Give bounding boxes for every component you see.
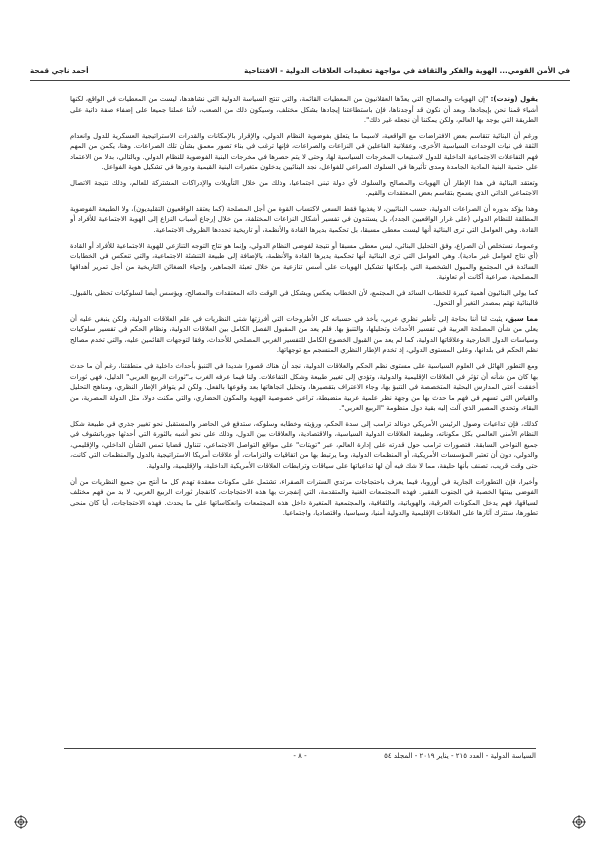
registration-mark-icon	[14, 815, 28, 829]
header-title: في الأمن القومي... الهوية والفكر والثقافة في مواجهة تعقيدات العلاقات الدولية - الافتتاحية	[244, 66, 570, 75]
paragraph	[70, 94, 538, 126]
paragraph-text: يثبت لنا أننا بحاجة إلى تأطير نظري عربي، يأخذ في حسبانه كل الأطروحات التي أفرزتها شتى النظريات في علم العلاقات الدولية، ولكن ينبغي عليه أن يعلي من شأن المصلحة العربية في تفسير الأحداث وتحليلها، والتنبؤ بها. فلم يعد من المقبول الفصل الكامل بين العلاقات الدولية، ونظام الحكم في تفسير سلوكيات وسياسات الدول الخارجية وعلاقاتها الدولية، كما لم يعد من القبول الخضوع الكامل للتفسير الغربي المصلحي للأحداث، وفقا لتوجهات القائمين عليه، والتي تخدم مصالح نظم الحكم في بلدانها، وعلى المستوى الدولي، إذ تخدم الإطار النظري المنسجم مع توجهاتها.	[70, 314, 538, 355]
paragraph-text: كما يولي البنائيون أهمية كبيرة للخطاب السائد في المجتمع، لأن الخطاب يعكس ويشكل في الوقت ذاته المعتقدات والمصالح، ويؤسس أيضا لسلوكيات تحظى بالقبول. فالبنائية تهتم بمصدر التغير أو التحول.	[70, 288, 538, 308]
paragraph	[70, 288, 538, 309]
paragraph	[70, 314, 538, 356]
paragraph	[70, 241, 538, 283]
paragraph-text: وهذا يؤكد بدوره أن الصراعات الدولية، حسب البنائيين، لا يغذيها فقط السعي لاكتساب القوة من أجل المصلحة (كما يعتقد الواقعيون التقليديون)، ولا الطبيعة الفوضوية المطلقة للنظام الدولي (على غرار الواقعيين الجدد)، بل يستندون في تفسير أشكال النزاعات المختلفة، من خلال إرجاع أسباب النزاع إلى الهوية الاجتماعية للأفراد أو القادة. وهي العوامل التي ترى البنائية أنها ليست معطى مسبقا، بل تحكمية بديرها القادة والأنظمة، أو تاريخية تحددها الظروف الاجتماعية.	[70, 204, 538, 235]
running-header	[30, 66, 570, 80]
paragraph-text: وعموما، نستخلص أن الصراع، وفق التحليل البنائي، ليس معطى مسبقا أو نتيجة لفوضى النظام الدولي، وإنما هو نتاج التوجه التنازعي للهوية الاجتماعية للأفراد أو القادة (أي نتاج لعوامل غير مادية). وهي العوامل التي ترى البنائية أنها تحكمية يديرها القادة والأنظمة، بالإضافة إلى طبيعة التنشئة الاجتماعية، والتي تنعكس في الخطابات السائدة في المجتمع والميول الشخصية التي بإمكانها تشكيل الهويات على أسس تنازعية من خلال تعبئة الجماهير، وإحياء الضغائن التاريخية من أجل تمرير أهدافها المصلحية، صراعية أكانت أم تعاونية.	[70, 241, 538, 282]
paragraph-lead: يقول (وندت):	[490, 95, 538, 103]
footer-journal: السياسة الدولية - العدد ٢١٥ - يناير ٢٠١٩ - المجلد ٥٤	[384, 752, 536, 760]
header-divider	[30, 80, 570, 81]
paragraph	[70, 204, 538, 236]
paragraph	[70, 131, 538, 173]
paragraph	[70, 419, 538, 472]
paragraph-text: ومع التطور الهائل في العلوم السياسية على مستوى نظم الحكم والعلاقات الدولية، نجد أن هناك قصورا شديدا في التنبؤ بأحداث داخلية في منطقتنا، رغم أن ما حدث بها كان من شأنه أن تؤثر في العلاقات الإقليمية والدولية، وتؤدي إلى تغيير طبيعة وشكل التفاعلات. ولنا فيما عرفه الغرب بـ"ثورات الربيع العربي" الدليل، فهي ثورات أخفقت أعتى المدارس البحثية المتخصصة في التنبؤ بها، وجاء الاعتراف بتقصيرها، وتحليل اتجاهاتها بعد وقوعها بالفعل. ولكن لم يتوافر الإطار النظري، ومناهج التحليل والقياس التي تسهم في فهم ما حدث بها من وجهة نظر علمية عربية منضبطة، تراعي خصوصية الهوية والمكون الحضاري، والتي مكنت دولا، مثل الدولة المصرية، من البقاء، وتحدي المصير الذي آلت إليه بقية دول منظومة "الربيع العربي".	[70, 362, 538, 413]
paragraph	[70, 477, 538, 519]
page-number: - ٨ -	[293, 752, 307, 760]
paragraph	[70, 361, 538, 414]
paragraph-text: ورغم أن البنائية تتقاسم بعض الافتراضات مع الواقعية، لاسيما ما يتعلق بفوضوية النظام الدولي، والإقرار بالإمكانات والقدرات الاستراتيجية العسكرية للدول وانعدام الثقة في نيات الوحدات السياسية الأخرى، وعقلانية الفاعلين في النزاعات والصراعات، فإنها ترغب في بناء تصور معمق بشأن تلك الصراعات. وهنا، يكمن من المهم فهم التفاعلات الاجتماعية الداخلية للدول لاستيعاب المخرجات السياسية لها، وحتى لا يتم حصرها في مخرجات البنية الفوضوية للنظام الدولي. وبالتالي، بدلا من الاعتماد على حتمية البنية المادية الجامدة ومدى تأثيرها في السلوك الصراعي للفواعل، نجد البنائيين يدخلون متغيرات البنية القيمية ودورها في تشكيل هوية الفواعل.	[70, 131, 538, 172]
paragraph	[70, 178, 538, 199]
paragraph-lead: مما سبق،	[505, 314, 538, 323]
footer-divider	[64, 748, 536, 749]
registration-mark-icon	[572, 815, 586, 829]
article-body	[70, 94, 538, 738]
running-footer	[64, 752, 536, 766]
paragraph-text: كذلك، فإن تداعيات وصول الرئيس الأمريكي دونالد ترامب إلى سدة الحكم، ورؤيته وخطابه وسلوكه، ستدفع في الحاضر والمستقبل نحو تغيير جذري في طبيعة شكل النظام الأمني العالمي بكل مكوناته، وطبيعة العلاقات الدولية السياسية، والاقتصادية، والعلاقات بين الدول، وذلك على نحو أشبه بالثورة التي أحدثها جورباتشوف في جميع النواحي السابقة. فتصورات ترامب حول قدرته على إدارة العالم، عبر "تويتات" على مواقع التواصل الاجتماعي، تتناول قضايا تمس الشأن الداخلي، والإقليمي، والدولي، دون أن تعتبر المؤسسات الأمريكية، أو المنظمات الدولية، وما يرتبط بها من اتفاقيات والتزامات، أو علاقات أمريكا الاستراتيجية بالدول والمنظمات التي كانت، حتى وقت قريب، تصنف بأنها حليفة، مما لا شك فيه أن لها تداعياتها على سياقات وترابطات العلاقات الأمريكية الداخلية، والإقليمية، والدولية.	[70, 419, 538, 470]
header-author: أحمد ناجي قمحة	[30, 66, 89, 75]
paragraph-text: وأخيرا، فإن التطورات الجارية في أوروبا، فيما يعرف باحتجاجات مرتدي السترات الصفراء، تشتمل على مكونات معقدة تهدم كل ما أنتج من جميع النظريات من أن الفوضى بينتها الخصبة في الجنوب الفقير. فهذه المجتمعات الغنية والمتقدمة، التي إنفجرت بها هذه الاحتجاجات، كانفجار ثورات الربيع العربي، لا بد من فهم مختلف لسياقها، فهم يدخل المكونات العرقية، والهوياتية، والثقافية، والمجتمعية المتغيرة داخل هذه المجتمعات وانعكاساتها على ما يحدث. فهذه الاحتجاجات، أيا كان منحى تطورها، ستترك آثارها على العلاقات الإقليمية والدولية أمنيا، وسياسيا، واقتصاديا، واجتماعيا.	[70, 477, 538, 518]
paragraph-text: وتعتقد البنائية في هذا الإطار أن الهويات والمصالح والسلوك لأي دولة تبنى اجتماعيا، وذلك من خلال التأويلات والإدراكات المشتركة للعالم، وذلك نتيجة الاتصال الاجتماعي الذاتي الذي يسمح بتقاسم بعض المعتقدات والقيم.	[70, 178, 538, 198]
paragraph-text: "إن الهويات والمصالح التي يعدّها العقلانيون من المعطيات القائمة، والتي تنتج السياسة الدولية التي نشاهدها، ليست من المعطيات في الواقع، لكنها أشياء قمنا نحن بإيجادها. وبعد أن نكون قد أوجدناها، فإن باستطاعتنا إيجادها بشكل مختلف، وسيكون ذلك من الصعب، لأننا عملنا جميعا على إضفاء صفة ذاتية على الطريقة التي يوجد بها العالم، ولكن يمكننا أن نجعله غير ذلك".	[70, 95, 538, 125]
